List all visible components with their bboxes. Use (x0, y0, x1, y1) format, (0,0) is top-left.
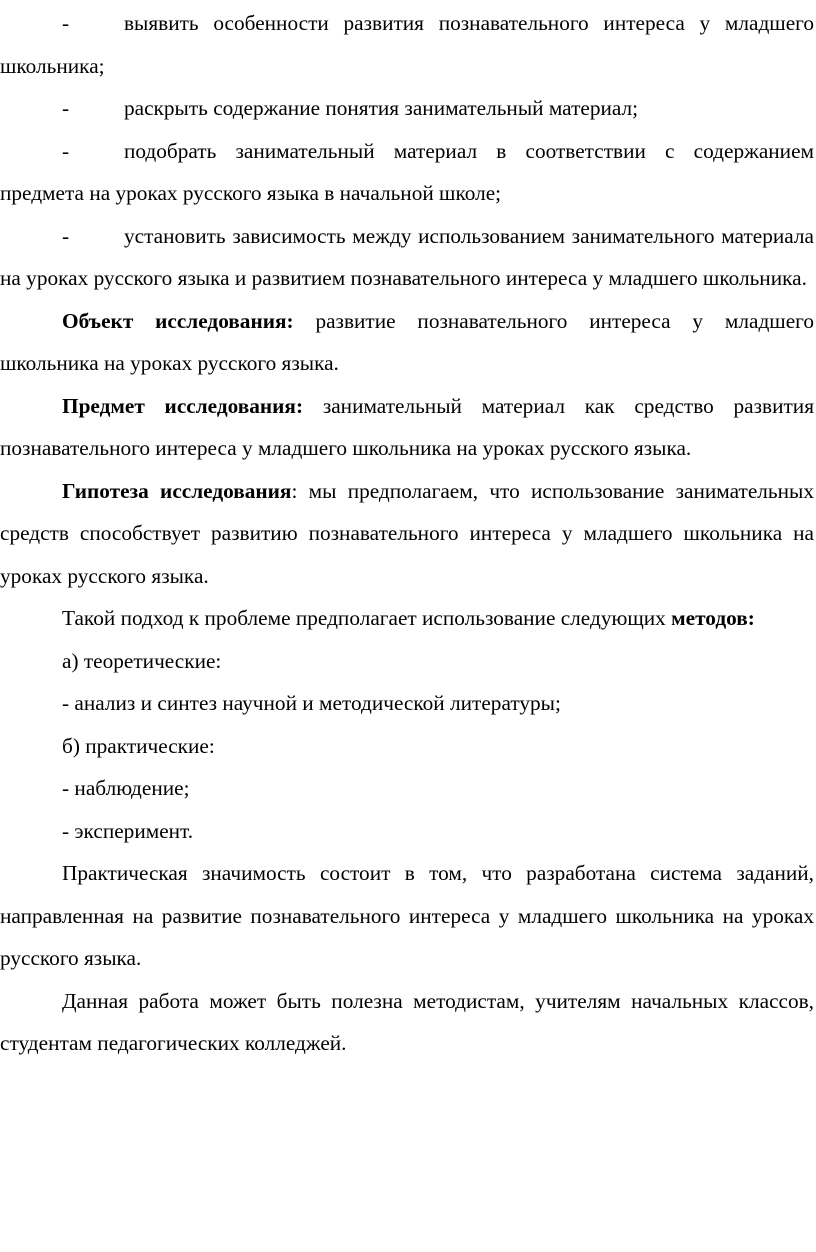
hypothesis-label: Гипотеза исследования (62, 478, 292, 503)
method-line: а) теоретические: (62, 648, 222, 673)
task-item (0, 215, 814, 300)
research-object-label: Объект исследования: (62, 308, 294, 333)
method-line: б) практические: (62, 733, 215, 758)
research-object-text: развитие познавательного интереса у младшего школьника на уроках русского языка. (0, 308, 815, 375)
research-subject-paragraph (0, 385, 814, 470)
significance-paragraph: Практическая значимость состоит в том, что разработана система заданий, направленная на развитие познавательного интереса у младшего школьника на уроках русского языка. (0, 861, 814, 970)
research-subject-text: занимательный материал как средство развития познавательного интереса у младшего школьника на уроках русского языка. (0, 393, 814, 460)
task-text: выявить особенности развития познавательного интереса у младшего школьника; (0, 11, 814, 78)
research-object-paragraph (0, 300, 814, 385)
method-line: - наблюдение; (62, 776, 190, 800)
hypothesis-text: : мы предполагаем, что использование занимательных средств способствует развитию познавательного интереса у младшего школьника на уроках русского языка. (0, 478, 814, 588)
hypothesis-paragraph (0, 470, 814, 598)
methods-intro-text: Такой подход к проблеме предполагает использование следующих (62, 606, 672, 630)
task-text: установить зависимость между использованием занимательного материала на уроках русского языка и развитием познавательного интереса у младшего школьника. (0, 223, 814, 290)
task-item (0, 130, 814, 215)
methods-intro-paragraph (0, 597, 814, 640)
task-item (0, 87, 814, 130)
task-text: подобрать занимательный материал в соответствии с содержанием предмета на уроках русского языка в начальной школе; (0, 138, 814, 205)
dash-marker: - (62, 223, 70, 248)
method-line: - анализ и синтез научной и методической литературы; (62, 691, 561, 715)
task-text: раскрыть содержание понятия занимательный материал; (124, 96, 639, 120)
dash-marker: - (62, 96, 70, 120)
dash-marker: - (62, 138, 70, 163)
task-item (0, 2, 814, 87)
methods-label: методов: (671, 606, 755, 630)
research-subject-label: Предмет исследования: (62, 393, 304, 418)
dash-marker: - (62, 11, 70, 35)
usefulness-paragraph: Данная работа может быть полезна методистам, учителям начальных классов, студентам педагогических колледжей. (0, 988, 814, 1055)
method-line: - эксперимент. (62, 818, 194, 843)
